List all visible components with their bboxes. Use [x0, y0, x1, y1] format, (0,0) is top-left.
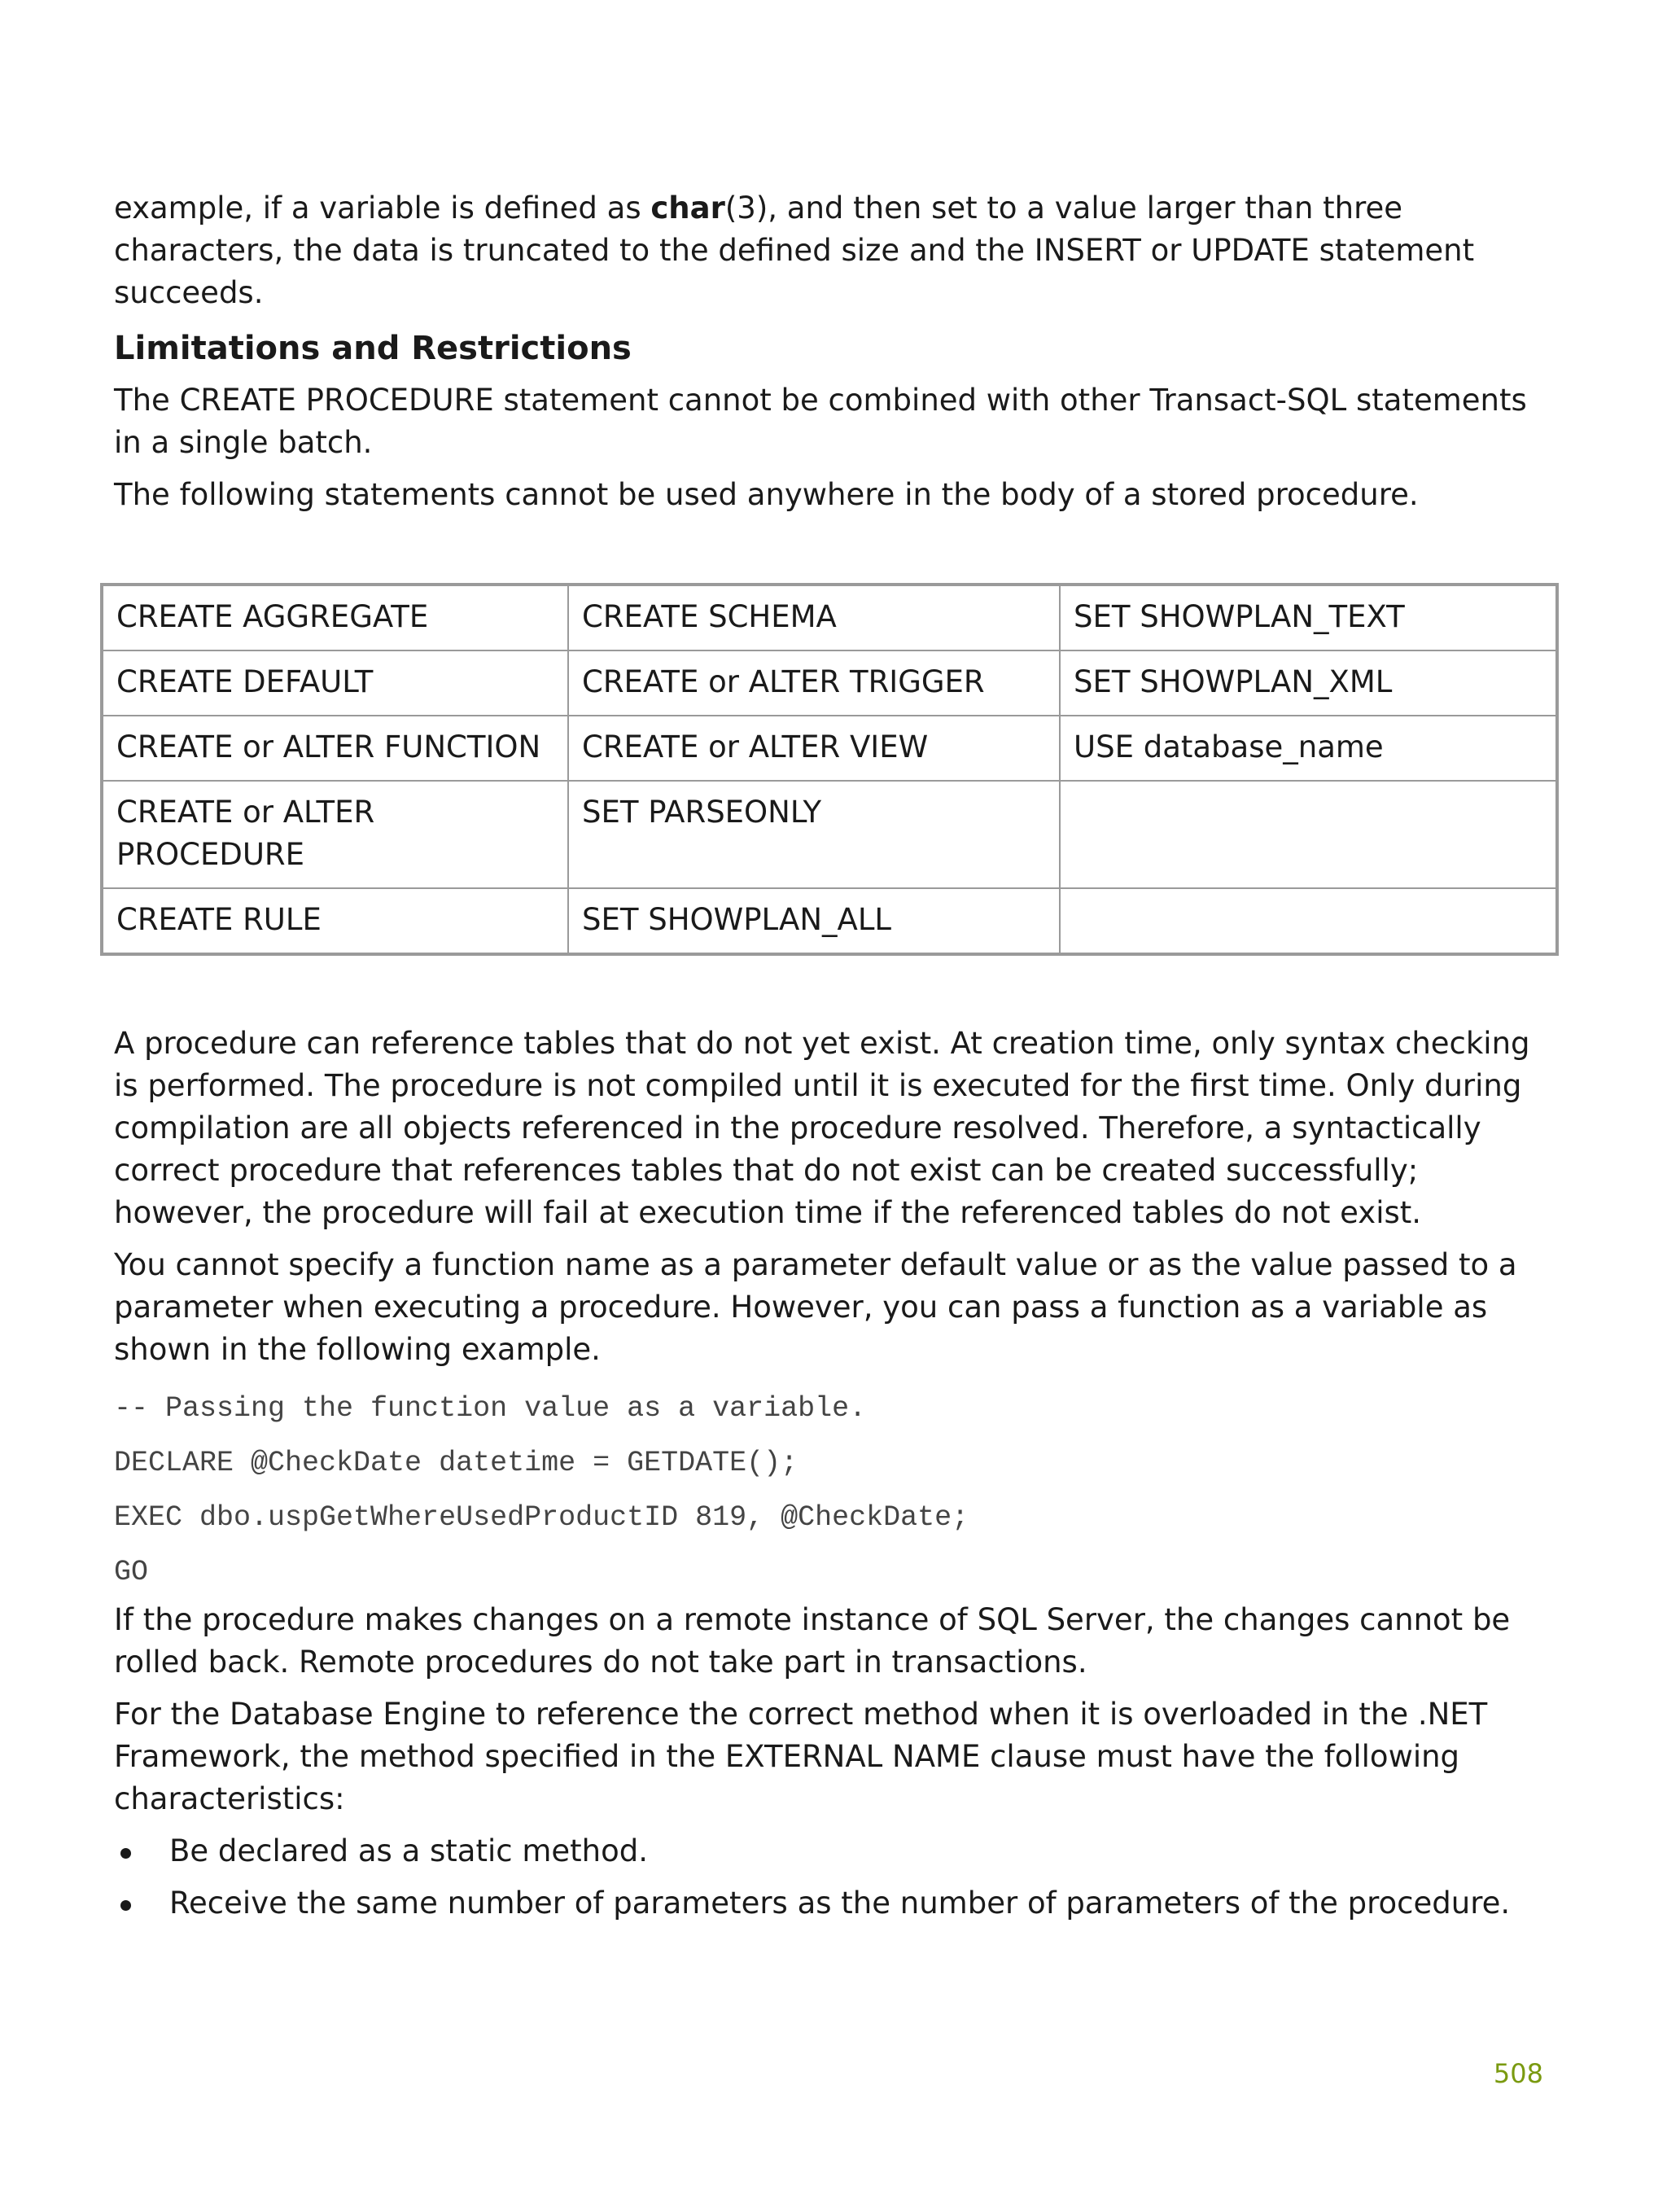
- list-item: [114, 1830, 1563, 1873]
- characteristics-list: [114, 1830, 1563, 1925]
- table-cell: CREATE or ALTER VIEW: [568, 716, 1060, 781]
- section-heading: Limitations and Restrictions: [114, 330, 632, 367]
- page-number: 508: [1493, 2058, 1543, 2089]
- code-line: EXEC dbo.uspGetWhereUsedProductID 819, @CheckDate;: [114, 1501, 969, 1534]
- table-cell: CREATE or ALTER PROCEDURE: [102, 781, 568, 888]
- code-comment-line: -- Passing the function value as a variable.: [114, 1392, 867, 1425]
- table-cell: SET SHOWPLAN_ALL: [568, 888, 1060, 954]
- table-cell: USE database_name: [1060, 716, 1557, 781]
- table-cell: CREATE DEFAULT: [102, 650, 568, 716]
- table-cell: [1060, 888, 1557, 954]
- restricted-statements-table: [100, 583, 1559, 956]
- table-cell: [1060, 781, 1557, 888]
- table-cell: SET SHOWPLAN_TEXT: [1060, 585, 1557, 650]
- table-cell: CREATE or ALTER TRIGGER: [568, 650, 1060, 716]
- table-cell: CREATE SCHEMA: [568, 585, 1060, 650]
- function-parameter-paragraph: You cannot specify a function name as a parameter default value or as the value passed to a parameter when executing a procedure. However, you can pass a function as a variable as shown in the following example.: [114, 1247, 1517, 1367]
- statements-intro-paragraph: The following statements cannot be used anywhere in the body of a stored procedure.: [114, 477, 1419, 512]
- intro-bold-term: char: [650, 191, 725, 226]
- table-row: [102, 716, 1557, 781]
- code-line: DECLARE @CheckDate datetime = GETDATE();: [114, 1447, 798, 1479]
- table-row: [102, 585, 1557, 650]
- code-example: [114, 1381, 1563, 1599]
- table-row: [102, 650, 1557, 716]
- intro-suffix: (3), and then set to a value larger than three characters, the data is truncated to the defined size and the INSERT or UPDATE statement succeeds.: [114, 191, 1475, 310]
- table-row: [102, 781, 1557, 888]
- list-item-text: Receive the same number of parameters as the number of parameters of the procedure.: [169, 1886, 1511, 1921]
- reference-tables-paragraph: A procedure can reference tables that do not yet exist. At creation time, only syntax checking is performed. The procedure is not compiled until it is executed for the first time. Only during compilation are all objects referenced in the procedure resolved. Therefore, a syntactically correct procedure that references tables that do not exist can be created successfully; however, the procedure will fail at execution time if the referenced tables do not exist.: [114, 1026, 1530, 1230]
- external-name-paragraph: For the Database Engine to reference the correct method when it is overloaded in the .NET Framework, the method specified in the EXTERNAL NAME clause must have the following characteristics:: [114, 1697, 1488, 1816]
- table-cell: CREATE AGGREGATE: [102, 585, 568, 650]
- list-item: [114, 1882, 1563, 1925]
- bullet-icon: [120, 1900, 131, 1911]
- table-cell: CREATE RULE: [102, 888, 568, 954]
- document-page: [114, 187, 1563, 1934]
- table-row: [102, 888, 1557, 954]
- table-cell: CREATE or ALTER FUNCTION: [102, 716, 568, 781]
- table-cell: SET SHOWPLAN_XML: [1060, 650, 1557, 716]
- intro-prefix: example, if a variable is defined as: [114, 191, 651, 226]
- remote-instance-paragraph: If the procedure makes changes on a remote instance of SQL Server, the changes cannot be rolled back. Remote procedures do not take part in transactions.: [114, 1602, 1511, 1680]
- table-cell: SET PARSEONLY: [568, 781, 1060, 888]
- list-item-text: Be declared as a static method.: [169, 1833, 649, 1868]
- code-line: GO: [114, 1556, 149, 1588]
- intro-paragraph: [114, 187, 1498, 314]
- batch-paragraph: The CREATE PROCEDURE statement cannot be combined with other Transact-SQL statements in a single batch.: [114, 383, 1527, 460]
- bullet-icon: [120, 1848, 131, 1859]
